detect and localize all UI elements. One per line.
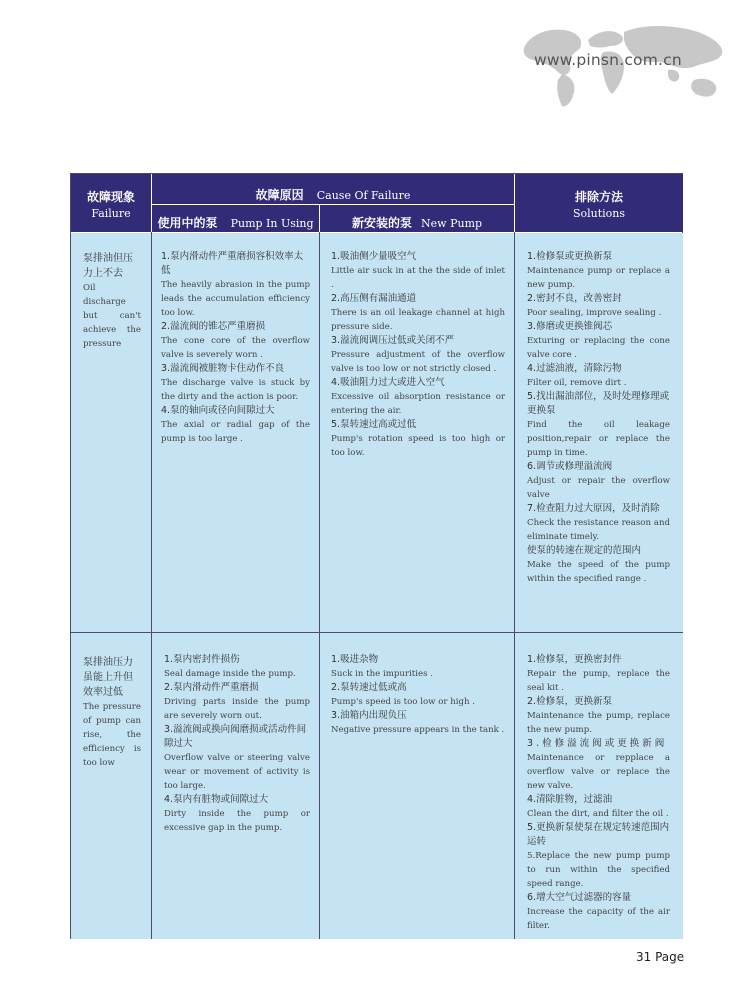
item-text-en: 5.Replace the new pump pump to run within the specified speed range.: [527, 851, 670, 889]
item-text-en: Oil discharge but can't achieve the pressure: [83, 283, 141, 349]
item-text-zh: 2.溢流阀的锥芯严重磨损: [161, 321, 266, 332]
row2-using-cell: [152, 633, 319, 939]
item-text-zh: 6.调节或修理溢流阀: [527, 461, 613, 472]
item-text-en: Seal damage inside the pump.: [164, 669, 296, 679]
item-text-zh: 1.检修泵或更换新泵: [527, 251, 613, 262]
item-text-zh: 3.溢流阀被脏物卡住动作不良: [161, 363, 285, 374]
row1-new-cell: [320, 233, 514, 632]
list-item: [164, 723, 310, 793]
header-solutions: 排除方法 Solutions: [572, 190, 626, 220]
list-item: [527, 737, 670, 793]
item-text-en: Poor sealing, improve sealing .: [527, 308, 662, 318]
item-text-en: Pump's rotation speed is too high or too low.: [331, 434, 505, 458]
item-text-zh: 泵排油压力虽能上升但效率过低: [83, 657, 133, 698]
row1-using-cell: [152, 233, 319, 632]
item-text-en: Repair the pump, replace the seal kit .: [527, 669, 670, 693]
item-text-zh: 4.吸油阻力过大或进入空气: [331, 377, 445, 388]
item-text-en: Make the speed of the pump within the specified range .: [527, 560, 670, 584]
list-item: [331, 653, 505, 681]
item-text-zh: 3.修磨或更换锥阀芯: [527, 321, 613, 332]
item-text-en: Pressure adjustment of the overflow valve is too low or not strictly closed .: [331, 350, 505, 374]
item-text-zh: 4.清除脏物，过滤油: [527, 794, 613, 805]
item-text-zh: 5.找出漏油部位，及时处理修理或更换泵: [527, 391, 670, 416]
list-item: [331, 292, 505, 334]
item-text-en: The discharge valve is stuck by the dirty and the action is poor.: [161, 378, 310, 402]
item-text-en: Overflow valve or steering valve wear or movement of activity is too large.: [164, 753, 310, 791]
header-cause: 故障原因 Cause Of Failure: [255, 188, 411, 202]
item-text-en: Maintenance pump or replace a new pump.: [527, 266, 670, 290]
item-text-en: Increase the capacity of the air filter.: [527, 907, 670, 931]
list-item: [331, 681, 505, 709]
item-text-en: The cone core of the overflow valve is severely worn .: [161, 336, 310, 360]
grid-line: [319, 232, 320, 939]
list-item: [527, 390, 670, 460]
website-url[interactable]: www.pinsn.com.cn: [534, 51, 682, 69]
list-item: [527, 460, 670, 502]
list-item: [527, 250, 670, 292]
header-new-pump: 新安装的泵 New Pump: [351, 216, 483, 230]
item-text-zh: 泵排油但压力上不去: [83, 253, 133, 279]
item-text-zh: 4.过滤油液，清除污物: [527, 363, 622, 374]
item-text-en: Suck in the impurities .: [331, 669, 433, 679]
header-divider: [152, 204, 514, 205]
item-text-en: Maintenance or repplace a overflow valve or replace the new valve.: [527, 753, 670, 791]
row1-solutions-cell: [515, 233, 683, 632]
item-text-zh: 3.溢流阀调压过低或关闭不严: [331, 335, 455, 346]
row1-failure-cell: [71, 233, 151, 632]
header-divider: [514, 174, 515, 232]
list-item: [331, 250, 505, 292]
item-text-zh: 3.油箱内出现负压: [331, 710, 407, 721]
row2-failure-cell: [71, 633, 151, 939]
item-text-en: Dirty inside the pump or excessive gap in the pump.: [164, 809, 310, 833]
item-text-zh: 1.检修泵，更换密封件: [527, 654, 622, 665]
list-item: [527, 292, 670, 320]
list-item: [527, 793, 670, 821]
list-item: [331, 418, 505, 460]
item-text-en: Find the oil leakage position,repair or replace the pump in time.: [527, 420, 670, 458]
grid-line: [151, 232, 152, 939]
troubleshooting-table: [70, 173, 683, 939]
item-text-en: The pressure of pump can rise, the efficiency is too low: [83, 702, 141, 768]
list-item: [527, 362, 670, 390]
item-text-zh: 7.检查阻力过大原因，及时消除: [527, 503, 660, 514]
list-item: [527, 891, 670, 933]
item-text-zh: 1.泵内滑动件严重磨损容积效率太低: [161, 251, 304, 276]
grid-line: [71, 632, 683, 633]
item-text-en: Excessive oil absorption resistance or entering the air.: [331, 392, 505, 416]
list-item: [527, 695, 670, 737]
row2-solutions-cell: [515, 633, 683, 939]
header-divider: [151, 174, 152, 232]
header-divider: [319, 204, 320, 232]
list-item: [527, 502, 670, 544]
list-item: [527, 320, 670, 362]
item-text-zh: 5.更换新泵使泵在规定转速范围内运转: [527, 822, 670, 847]
list-item: [164, 653, 310, 681]
page-number: 31 Page: [636, 950, 685, 964]
item-text-en: The axial or radial gap of the pump is too large .: [161, 420, 310, 444]
list-item: [161, 404, 310, 446]
item-text-zh: 2.高压侧有漏油通道: [331, 293, 417, 304]
header-failure: 故障现象 Failure: [86, 190, 135, 220]
list-item: [331, 709, 505, 737]
item-text-en: The heavily abrasion in the pump leads the accumulation efficiency too low.: [161, 280, 310, 318]
list-item: [331, 376, 505, 418]
list-item: [527, 544, 670, 586]
item-text-zh: 6.增大空气过滤器的容量: [527, 892, 632, 903]
list-item: [527, 821, 670, 891]
list-item: [164, 793, 310, 835]
item-text-zh: 1.吸油侧少量吸空气: [331, 251, 417, 262]
item-text-zh: 4.泵内有脏物或间隙过大: [164, 794, 269, 805]
item-text-en: Exturing or replacing the cone valve core .: [527, 336, 670, 360]
item-text-zh: 4.泵的轴向或径向间隙过大: [161, 405, 275, 416]
item-text-en: Pump's speed is too low or high .: [331, 697, 476, 707]
item-text-zh: 5.泵转速过高或过低: [331, 419, 417, 430]
header-pump-in-using: 使用中的泵 Pump In Using: [157, 216, 314, 230]
item-text-en: Negative pressure appears in the tank .: [331, 725, 505, 735]
grid-line: [514, 232, 515, 939]
item-text-en: Driving parts inside the pump are severely worn out.: [164, 697, 310, 721]
item-text-en: Adjust or repair the overflow valve: [527, 476, 670, 500]
item-text-en: Clean the dirt, and filter the oil .: [527, 809, 669, 819]
item-text-en: Maintenance the pump, replace the new pump.: [527, 711, 670, 735]
item-text-en: There is an oil leakage channel at high pressure side.: [331, 308, 505, 332]
list-item: [161, 320, 310, 362]
item-text-zh: 3.溢流阀或换向阀磨损或活动件间隙过大: [164, 724, 307, 749]
list-item: [164, 681, 310, 723]
list-item: [331, 334, 505, 376]
list-item: [527, 653, 670, 695]
item-text-en: Filter oil, remove dirt .: [527, 378, 627, 388]
item-text-zh: 1.吸进杂物: [331, 654, 379, 665]
item-text-zh: 2.密封不良，改善密封: [527, 293, 622, 304]
item-text-zh: 2.泵转速过低或高: [331, 682, 407, 693]
item-text-zh: 2.检修泵，更换新泵: [527, 696, 613, 707]
item-text-zh: 1.泵内密封件损伤: [164, 654, 240, 665]
item-text-zh: 2.泵内滑动件严重磨损: [164, 682, 259, 693]
list-item: [161, 250, 310, 320]
item-text-zh: 3 . 检 修 溢 流 阀 或 更 换 新 阀: [527, 738, 665, 749]
list-item: [161, 362, 310, 404]
item-text-en: Little air suck in at the the side of inlet .: [331, 266, 505, 290]
row2-new-cell: [320, 633, 514, 939]
item-text-en: Check the resistance reason and eliminate timely.: [527, 518, 670, 542]
item-text-zh: 使泵的转速在规定的范围内: [527, 545, 642, 556]
